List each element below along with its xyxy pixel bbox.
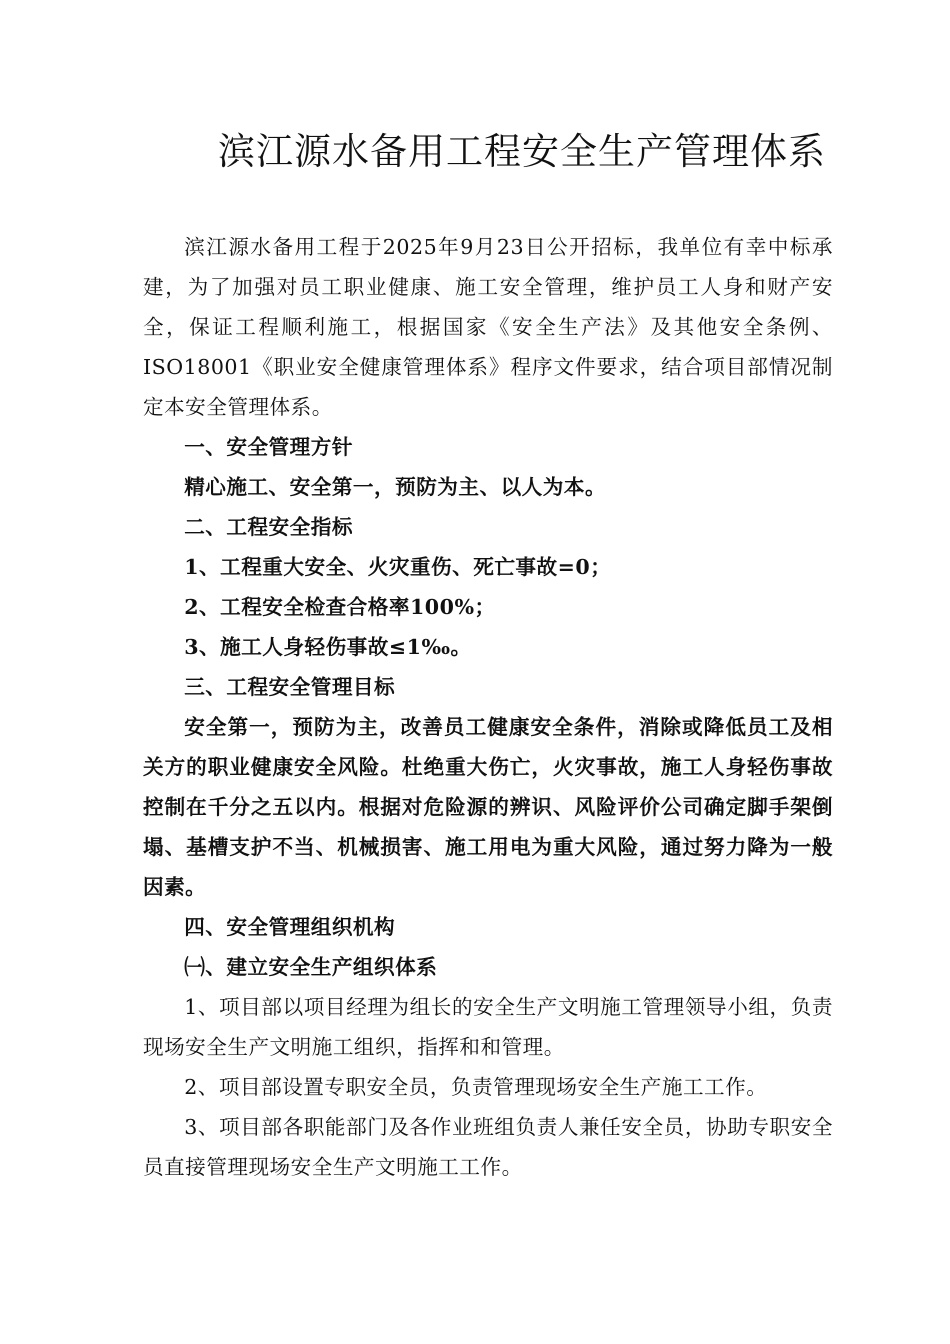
section-heading-goals: 三、工程安全管理目标 — [184, 675, 396, 699]
organization-item-2: 2、项目部设置专职安全员，负责管理现场安全生产施工工作。 — [184, 1075, 768, 1099]
intro-paragraph: 滨江源水备用工程于2025年9月23日公开招标，我单位有幸中标承建，为了加强对员工职业健康、施工安全管理，维护员工人身和财产安全，保证工程顺利施工，根据国家《安全生产法》及其他安全条例、ISO18001《职业安全健康管理体系》程序文件要求，结合项目部情况制定本安全管理体系。 — [143, 235, 833, 419]
indicator-item-1: 1、工程重大安全、火灾重伤、死亡事故=0； — [184, 555, 612, 579]
section-heading-indicators: 二、工程安全指标 — [184, 515, 353, 539]
organization-item-3: 3、项目部各职能部门及各作业班组负责人兼任安全员，协助专职安全员直接管理现场安全生产文明施工工作。 — [143, 1115, 833, 1179]
document-title: 滨江源水备用工程安全生产管理体系 — [218, 130, 826, 173]
subsection-heading-system: ㈠、建立安全生产组织体系 — [184, 955, 438, 979]
section-heading-policy: 一、安全管理方针 — [184, 435, 353, 459]
indicator-item-2: 2、工程安全检查合格率100%； — [184, 595, 496, 619]
goals-paragraph: 安全第一，预防为主，改善员工健康安全条件，消除或降低员工及相关方的职业健康安全风险。杜绝重大伤亡，火灾事故，施工人身轻伤事故控制在千分之五以内。根据对危险源的辨识、风险评价公司确定脚手架倒塌、基槽支护不当、机械损害、施工用电为重大风险，通过努力降为一般因素。 — [143, 715, 833, 899]
policy-statement: 精心施工、安全第一，预防为主、以人为本。 — [184, 475, 607, 499]
organization-item-1: 1、项目部以项目经理为组长的安全生产文明施工管理领导小组，负责现场安全生产文明施工组织，指挥和和管理。 — [143, 995, 833, 1059]
indicator-item-3: 3、施工人身轻伤事故≤1‰。 — [184, 635, 472, 659]
section-heading-organization: 四、安全管理组织机构 — [184, 915, 396, 939]
document-body — [143, 227, 833, 1187]
